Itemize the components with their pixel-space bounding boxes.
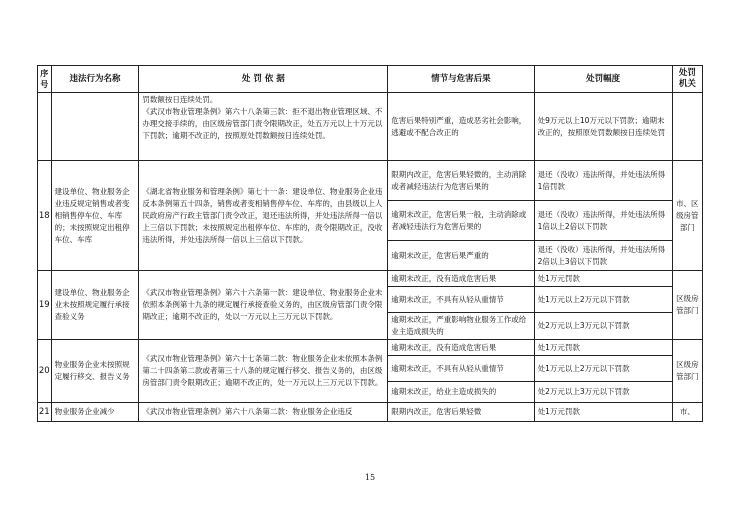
page-number: 15 <box>364 473 376 482</box>
row-number: 19 <box>38 271 52 340</box>
circumstance: 逾期未改正，没有造成危害后果 <box>388 340 534 356</box>
circumstance: 逾期未改正，严重影响物业服务工作或给业主造成损失的 <box>388 313 534 340</box>
header-penalty-basis: 处 罚 依 据 <box>139 66 388 93</box>
violation-name: 建设单位、物业服务企业未按照规定履行承接查验义务 <box>51 271 139 340</box>
continuation-basis: 罚数额按日连续处罚。 《武汉市物业管理条例》第六十八条第三款：拒不退出物业管理区域、不办理交接手续的，由区级房管部门责令限期改正，处五万元以上十万元以下罚款；逾期不改正的，按照原处罚数额按日连续处罚。 <box>139 93 388 161</box>
penalty-basis: 《湖北省物业服务和管理条例》第七十一条：建设单位、物业服务企业违反本条例第五十四条，销售或者变相销售停车位、车库的，由县级以上人民政府房产行政主管部门责令改正，退还违法所得，并处违法所得一倍以上三倍以下罚款；未按照规定出租停车位、车库的，责令限期改正，没收违法所得，并处违法所得一倍以上三倍以下罚款。 <box>139 161 388 271</box>
penalty-range: 退还（没收）违法所得，并处违法所得2倍以上3倍以下罚款 <box>534 241 672 271</box>
header-authority: 处罚机关 <box>672 66 702 93</box>
row-number: 18 <box>38 161 52 271</box>
header-violation-name: 违法行为名称 <box>51 66 139 93</box>
violation-name: 物业服务企业减少 <box>51 403 139 422</box>
authority: 区级房管部门 <box>672 271 702 340</box>
penalty-range: 处1万元罚款 <box>534 340 672 356</box>
circumstance: 逾期未改正，给业主造成损失的 <box>388 382 534 403</box>
table-row <box>38 161 703 201</box>
penalty-range: 退还（没收）违法所得，并处违法所得1倍以上2倍以下罚款 <box>534 201 672 241</box>
penalty-range: 处1万元罚款 <box>534 403 672 422</box>
penalty-range: 处1万元罚款 <box>534 271 672 287</box>
header-number: 序号 <box>38 66 52 93</box>
penalty-basis: 《武汉市物业管理条例》第六十八条第二款：物业服务企业违反 <box>139 403 388 422</box>
circumstance: 限期内改正，危害后果轻微 <box>388 403 534 422</box>
penalty-range: 处2万元以上3万元以下罚款 <box>534 313 672 340</box>
row-number: 21 <box>38 403 52 422</box>
circumstance: 逾期未改正，不具有从轻从重情节 <box>388 356 534 382</box>
continuation-name-cell <box>51 93 139 161</box>
circumstance: 逾期未改正，危害后果一般，主动消除或者减轻违法行为危害后果的 <box>388 201 534 241</box>
violation-name: 建设单位、物业服务企业违反规定销售或者变相销售停车位、车库的；未按照规定出租停车位、车库 <box>51 161 139 271</box>
penalty-range: 处1万元以上2万元以下罚款 <box>534 356 672 382</box>
table-row <box>38 403 703 422</box>
circumstance: 逾期未改正，没有造成危害后果 <box>388 271 534 287</box>
circumstance: 逾期未改正，不具有从轻从重情节 <box>388 287 534 313</box>
authority: 区级房管部门 <box>672 340 702 403</box>
continuation-circumstance: 危害后果特别严重，造成恶劣社会影响，逃避或不配合改正的 <box>388 93 534 161</box>
continuation-row <box>38 93 703 161</box>
authority: 市、 <box>672 403 702 422</box>
penalty-range: 退还（没收）违法所得，并处违法所得1倍罚款 <box>534 161 672 201</box>
continuation-authority-cell <box>672 93 702 161</box>
authority: 市、区级房管部门 <box>672 161 702 271</box>
circumstance: 逾期未改正，危害后果严重的 <box>388 241 534 271</box>
penalty-basis: 《武汉市物业管理条例》第六十七条第二款：物业服务企业未依照本条例第二十四条第二款或者第三十八条的规定履行移交、报告义务的，由区级房管部门责令限期改正；逾期不改正的，处一万元以上三万元以下罚款。 <box>139 340 388 403</box>
circumstance: 限期内改正，危害后果轻微的，主动消除或者减轻违法行为危害后果的 <box>388 161 534 201</box>
continuation-number-cell <box>38 93 52 161</box>
penalty-range: 处2万元以上3万元以下罚款 <box>534 382 672 403</box>
header-circumstances: 情节与危害后果 <box>388 66 534 93</box>
continuation-range: 处9万元以上10万元以下罚款；逾期未改正的，按照原处罚数额按日连续处罚 <box>534 93 672 161</box>
row-number: 20 <box>38 340 52 403</box>
header-row <box>38 66 703 93</box>
penalty-basis: 《武汉市物业管理条例》第六十六条第一款：建设单位、物业服务企业未依照本条例第十九条的规定履行承接查验义务的，由区级房管部门责令限期改正；逾期不改正的，处以一万元以上三万元以下罚款。 <box>139 271 388 340</box>
penalty-range: 处1万元以上2万元以下罚款 <box>534 287 672 313</box>
violation-name: 物业服务企业未按照规定履行移交、报告义务 <box>51 340 139 403</box>
penalty-table <box>37 65 703 422</box>
header-penalty-range: 处罚幅度 <box>534 66 672 93</box>
table-row <box>38 340 703 356</box>
table-row <box>38 271 703 287</box>
